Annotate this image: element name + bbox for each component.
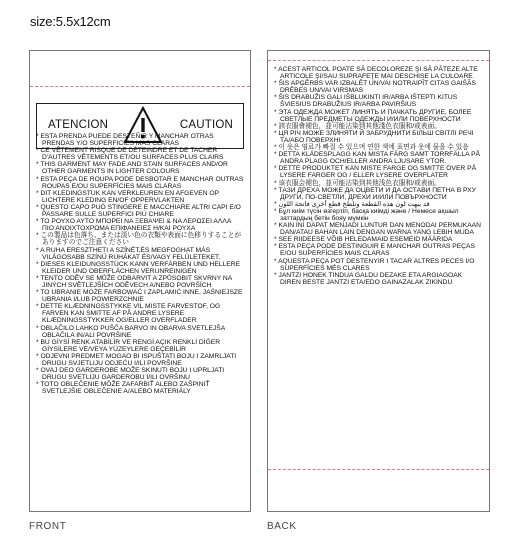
warning-line: * ŠIS DRABUŽIS GALI IŠBLUKINTI IR/ARBA IŠTEPTI KITUS ŠVIESIUS DRABUŽIUS IR/ARBA PAVIRŠIUS	[274, 94, 483, 108]
warning-line: * CE VÊTEMENT RISQUE DE DÉTEINDRE ET DE TACHER D'AUTRES VÊTEMENTS ET/OU SURFACES PLUS CLAIRS	[36, 147, 244, 161]
warning-right-text: CAUTION	[179, 119, 233, 131]
size-label: size:5.5x12cm	[30, 14, 111, 29]
warning-line: * ŠIS APĢĒRBS VAR IZBALĒT UN/VAI NOTRAIPĪT CITAS GAIŠĀS DRĒBES UN/VAI VIRSMAS	[274, 80, 483, 94]
warning-line: * KAIN INI DAPAT MENJADI LUNTUR DAN MENODAI PERMUKAAN DAN/ATAU BAHAN LAIN DENGAN WARNA YANG LEBIH MUDA	[274, 222, 483, 236]
warning-line: * ESTA PEÇA PODE DESTINGUIR E MANCHAR OUTRAS PEÇAS E/OU SUPERFÍCIES MAIS CLARAS	[274, 243, 483, 257]
warning-line: * THIS GARMENT MAY FADE AND STAIN SURFACES AND/OR OTHER GARMENTS IN LIGHTER COLOURS	[36, 161, 244, 175]
warning-line: * TOTO OBLEČENIE MÔŽE ZAFARBIŤ ALEBO ZAŠPINIŤ SVETLEJŠIE OBLEČENIE A/ALEBO MATERIÁLY	[36, 381, 244, 395]
back-caption: BACK	[267, 521, 297, 532]
warning-line: * ΤΟ ΡΟΥΧΟ ΑΥΤΟ ΜΠΟΡΕΙ ΝΑ ΞΕΒΑΨΕΙ & ΝΑ ΛΕΡΩΣΕΙ ΑΛΛΑ ΠΙΟ ΑΝΟΙΧΤΟΧΡΩΜΑ ΕΠΙΦΑΝΕΙΕΣ Η/ΚΑΙ ΡΟΥΧΑ	[36, 218, 244, 232]
warning-line: * Бұл киім түсін өзгертіп, басқа киімді және / Немесе ақшыл заттардың бетін бояу мүмкін	[274, 208, 483, 222]
warning-line: * 이 옷은 염료가 빠질 수 있으며 연한 색에 표면과 옷에 물을 수 있음	[274, 144, 483, 151]
warning-line: * 该衣服会褪色，並可能沾染到其他浅色衣服和/或表面。	[274, 180, 483, 187]
warning-line: * ТАЗИ ДРЕХА МОЖЕ ДА ОЦВЕТИ И ДА ОСТАВИ ПЕТНА В РХУ ДРУГИ, ПО-СВЕТЛИ, ДРЕХИ И/ИЛИ ПОВЪРХНОСТИ	[274, 187, 483, 201]
warning-line: * OBLAČILO LAHKO PUŠČA BARVO IN OBARVA SVETLEJŠA OBLAČILA IN/ALI POVRŠINE	[36, 325, 244, 339]
warning-line: * OVAJ DEO GARDEROBE MOŽE SKINUTI BOJU I UPRLJATI DRUGU SVETLIJU GARDEROBU I/ILI OVRŠINU	[36, 367, 244, 381]
warning-line: * JANTZI HONEK TINDUA GALDU DEZAKE ETA ARGIAGOAK DIREN BESTE JANTZI ETA/EDO GAINAZALAK ZIKINDU	[274, 272, 483, 286]
warning-line: * BU GİYSİ RENK ATABİLİR VE RENGİ AÇIK RENKLİ DİĞER GİYSİLERE VE/VEYA YÜZEYLERE GEÇEBİLİR	[36, 339, 244, 353]
warning-line: * DETTE PRODUKTET KAN MISTE FARGE OG SMITTE OVER PÅ LYSERE FARGER OG / ELLER LYSERE OVERFLATER	[274, 165, 483, 179]
fold-line-top	[268, 60, 489, 61]
warning-line: * QUESTO CAPO PUÒ STINGERE E MACCHIARE ALTRI CAPI E/O PASSARE SULLE SUPERFICI PIÙ CHIARE	[36, 204, 244, 218]
warning-line: * ACEST ARTICOL POATE SĂ DECOLOREZE ŞI SĂ PĂTEZE ALTE ARTICOLE ŞI/SAU SUPRAFEŢE MAI DESCHISE LA CULOARE	[274, 66, 483, 80]
front-warning-list	[36, 133, 244, 395]
warning-line: * ЭТА ОДЕЖДА МОЖЕТ ЛИНЯТЬ И ПАЧКАТЬ ДРУГИЕ, БОЛЕЕ СВЕТЛЫЕ ПРЕДМЕТЫ ОДЕЖДЫ И/ИЛИ ПОВЕРХНОСТИ	[274, 109, 483, 123]
warning-line: * ESTA PEÇA DE ROUPA PODE DESBOTAR E MANCHAR OUTRAS ROUPAS E/OU SUPERFÍCIES MAIS CLARAS	[36, 176, 244, 190]
warning-left-text: ATENCION	[48, 119, 109, 131]
front-caption: FRONT	[29, 521, 67, 532]
warning-line: * DIESES KLEIDUNGSSTÜCK KANN VERFÄRBEN UND HELLERE KLEIDER UND OBERFLÄCHEN VERUNREINIGEN	[36, 261, 244, 275]
warning-line: * DETTA KLÄDESPLAGG KAN MISTA FÄRG SAMT TORRFÄLLA PÅ ANDRA PLAGG OCH/ELLER ANDRA LJUSARE YTOR.	[274, 151, 483, 165]
warning-line: * ESTA PRENDA PUEDE DESTEÑIR Y MANCHAR OTRAS PRENDAS Y/O SUPERFICIES MAS CLARAS	[36, 133, 244, 147]
back-label-panel	[267, 50, 490, 512]
back-warning-list	[274, 66, 483, 286]
fold-line-bottom	[268, 469, 489, 470]
warning-line: * DETTE KLÆDNINGSSTYKKE VIL MISTE FARVESTOF, OG FARVEN KAN SMITTE AF PÅ ANDRE LYSERE KLÆDNINGSSTYKKER OG/ELLER OVERFLADER	[36, 303, 244, 324]
warning-line: * 該衣服會褪色，並可能沾染到其他淺色衣服和/或表面。	[274, 123, 483, 130]
fold-line-top	[30, 86, 250, 87]
warning-line: * ODJEVNI PREDMET MOGAO BI ISPUŠTATI BOJU I ZAMRLJATI DRUGU SVJETLIJU ODJEĆU I/ILI POVRŠINE	[36, 353, 244, 367]
warning-line: * DIT KLEDINGSTUK KAN VERKLEUREN EN AFGEVEN OP LICHTERE KLEDING EN/OF OPPERVLAKTEN	[36, 190, 244, 204]
warning-line: * SEE RIIDEESE VÕIB HELEDAMAID ESEMEID MÄÄRIDA	[274, 236, 483, 243]
warning-line: * AQUESTA PEÇA POT DESTENYIR I TACAR ALTRES PECES I/O SUPERFÍCIES MÉS CLARES	[274, 258, 483, 272]
warning-line: * A RUHA ERESZTHETI A SZÍNÉT,ÉS MEGFOGHAT MÁS VILÁGOSABB SZÍNŰ RUHÁKAT ÉS/VAGY FELÜLETEKET.	[36, 247, 244, 261]
warning-line: * TENTO ODĚV SE MŮŽE ODBARVIT A ZPŮSOBIT SKVRNY NA JINÝCH SVĚTLEJŠÍCH ODĚVECH A/NEBO POVRŠÍCH	[36, 275, 244, 289]
warning-line: * ЦЯ РІЧ МОЖЕ ЗЛИНЯТИ Й ЗАБРУДНИТИ БІЛЬШ СВІТЛІ РЕЧІ ТА/АБО ПОВЕРХНІ	[274, 130, 483, 144]
front-label-panel	[29, 50, 251, 512]
warning-line: * TO UBRANIE MOŻE FARBOWAĆ I ZAPLAMIĆ INNE, JAŚNIEJSZE UBRANIA I/LUB POWIERZCHNIE	[36, 289, 244, 303]
warning-line: * قد يبهت لون هذه القطعة وتلطخ قطع أخرى فاتحة اللون	[274, 201, 483, 208]
warning-line: * この製品は色落ち、または淡い色の衣類や表面に色移りすることがありますのでご注意ください	[36, 232, 244, 246]
